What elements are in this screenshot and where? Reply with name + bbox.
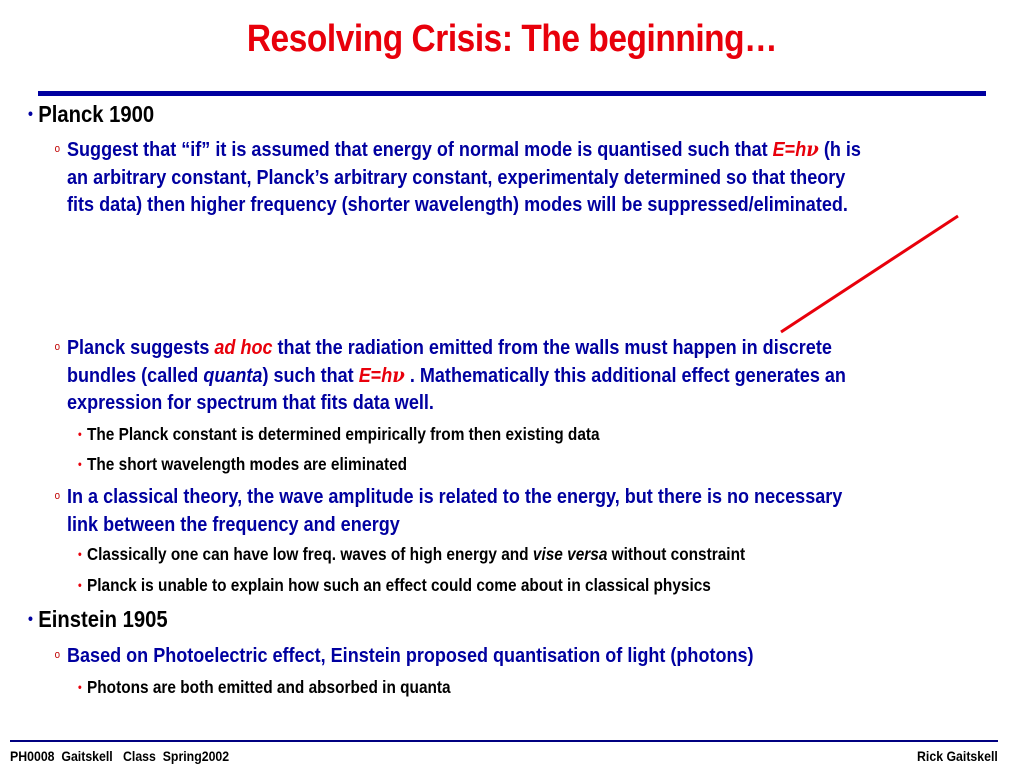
text-line: link between the frequency and energy	[67, 512, 400, 536]
detail-marker: •	[78, 547, 82, 561]
detail-short-wavelength: • The short wavelength modes are eliminated	[78, 454, 408, 474]
detail-marker: •	[78, 578, 82, 592]
nu-symbol: ν	[392, 362, 405, 387]
detail-marker: •	[78, 680, 82, 694]
footer-course: PH0008 Gaitskell Class Spring2002	[10, 748, 230, 764]
subpoint-marker: o	[54, 490, 61, 502]
subpoint-marker: o	[54, 649, 61, 661]
slide-title: Resolving Crisis: The beginning…	[246, 18, 778, 60]
text-line: expression for spectrum that fits data well.	[67, 391, 434, 414]
text-line: an arbitrary constant, Planck’s arbitrary constant, experimentaly determined so that theory	[67, 165, 846, 189]
bullet-marker: •	[28, 611, 33, 628]
detail-marker: •	[78, 427, 82, 441]
bullet-label: Einstein 1905	[38, 606, 168, 632]
footer-author: Rick Gaitskell	[917, 748, 998, 764]
detail-planck-unable: • Planck is unable to explain how such an effect could come about in classical physics	[78, 575, 711, 595]
annotation-line	[781, 216, 958, 332]
subpoint-marker: o	[54, 143, 61, 155]
bullet-label: Planck 1900	[38, 101, 155, 127]
ad-hoc-emphasis: ad hoc	[214, 336, 273, 359]
bullet-marker: •	[28, 106, 33, 123]
subpoint-marker: o	[54, 341, 61, 353]
footer-rule	[10, 740, 998, 742]
text-line: In a classical theory, the wave amplitude is related to the energy, but there is no necessary	[67, 485, 843, 508]
detail-classically: • Classically one can have low freq. waves of high energy and vise versa without constraint	[78, 544, 746, 564]
detail-photons: • Photons are both emitted and absorbed in quanta	[78, 677, 451, 697]
text-line: fits data) then higher frequency (shorter wavelength) modes will be suppressed/eliminated.	[67, 193, 848, 216]
detail-marker: •	[78, 457, 82, 471]
text-line: Planck suggests ad hoc that the radiation emitted from the walls must happen in discrete	[67, 336, 832, 359]
nu-symbol: ν	[806, 137, 819, 161]
text-line: bundles (called quanta) such that E=hν . Mathematically this additional effect generates an	[67, 362, 846, 387]
detail-planck-constant: • The Planck constant is determined empirically from then existing data	[78, 424, 600, 444]
text-line: Based on Photoelectric effect, Einstein proposed quantisation of light (photons)	[67, 644, 754, 667]
text-line: Suggest that “if” it is assumed that energy of normal mode is quantised such that E=hν (h is	[67, 137, 861, 161]
